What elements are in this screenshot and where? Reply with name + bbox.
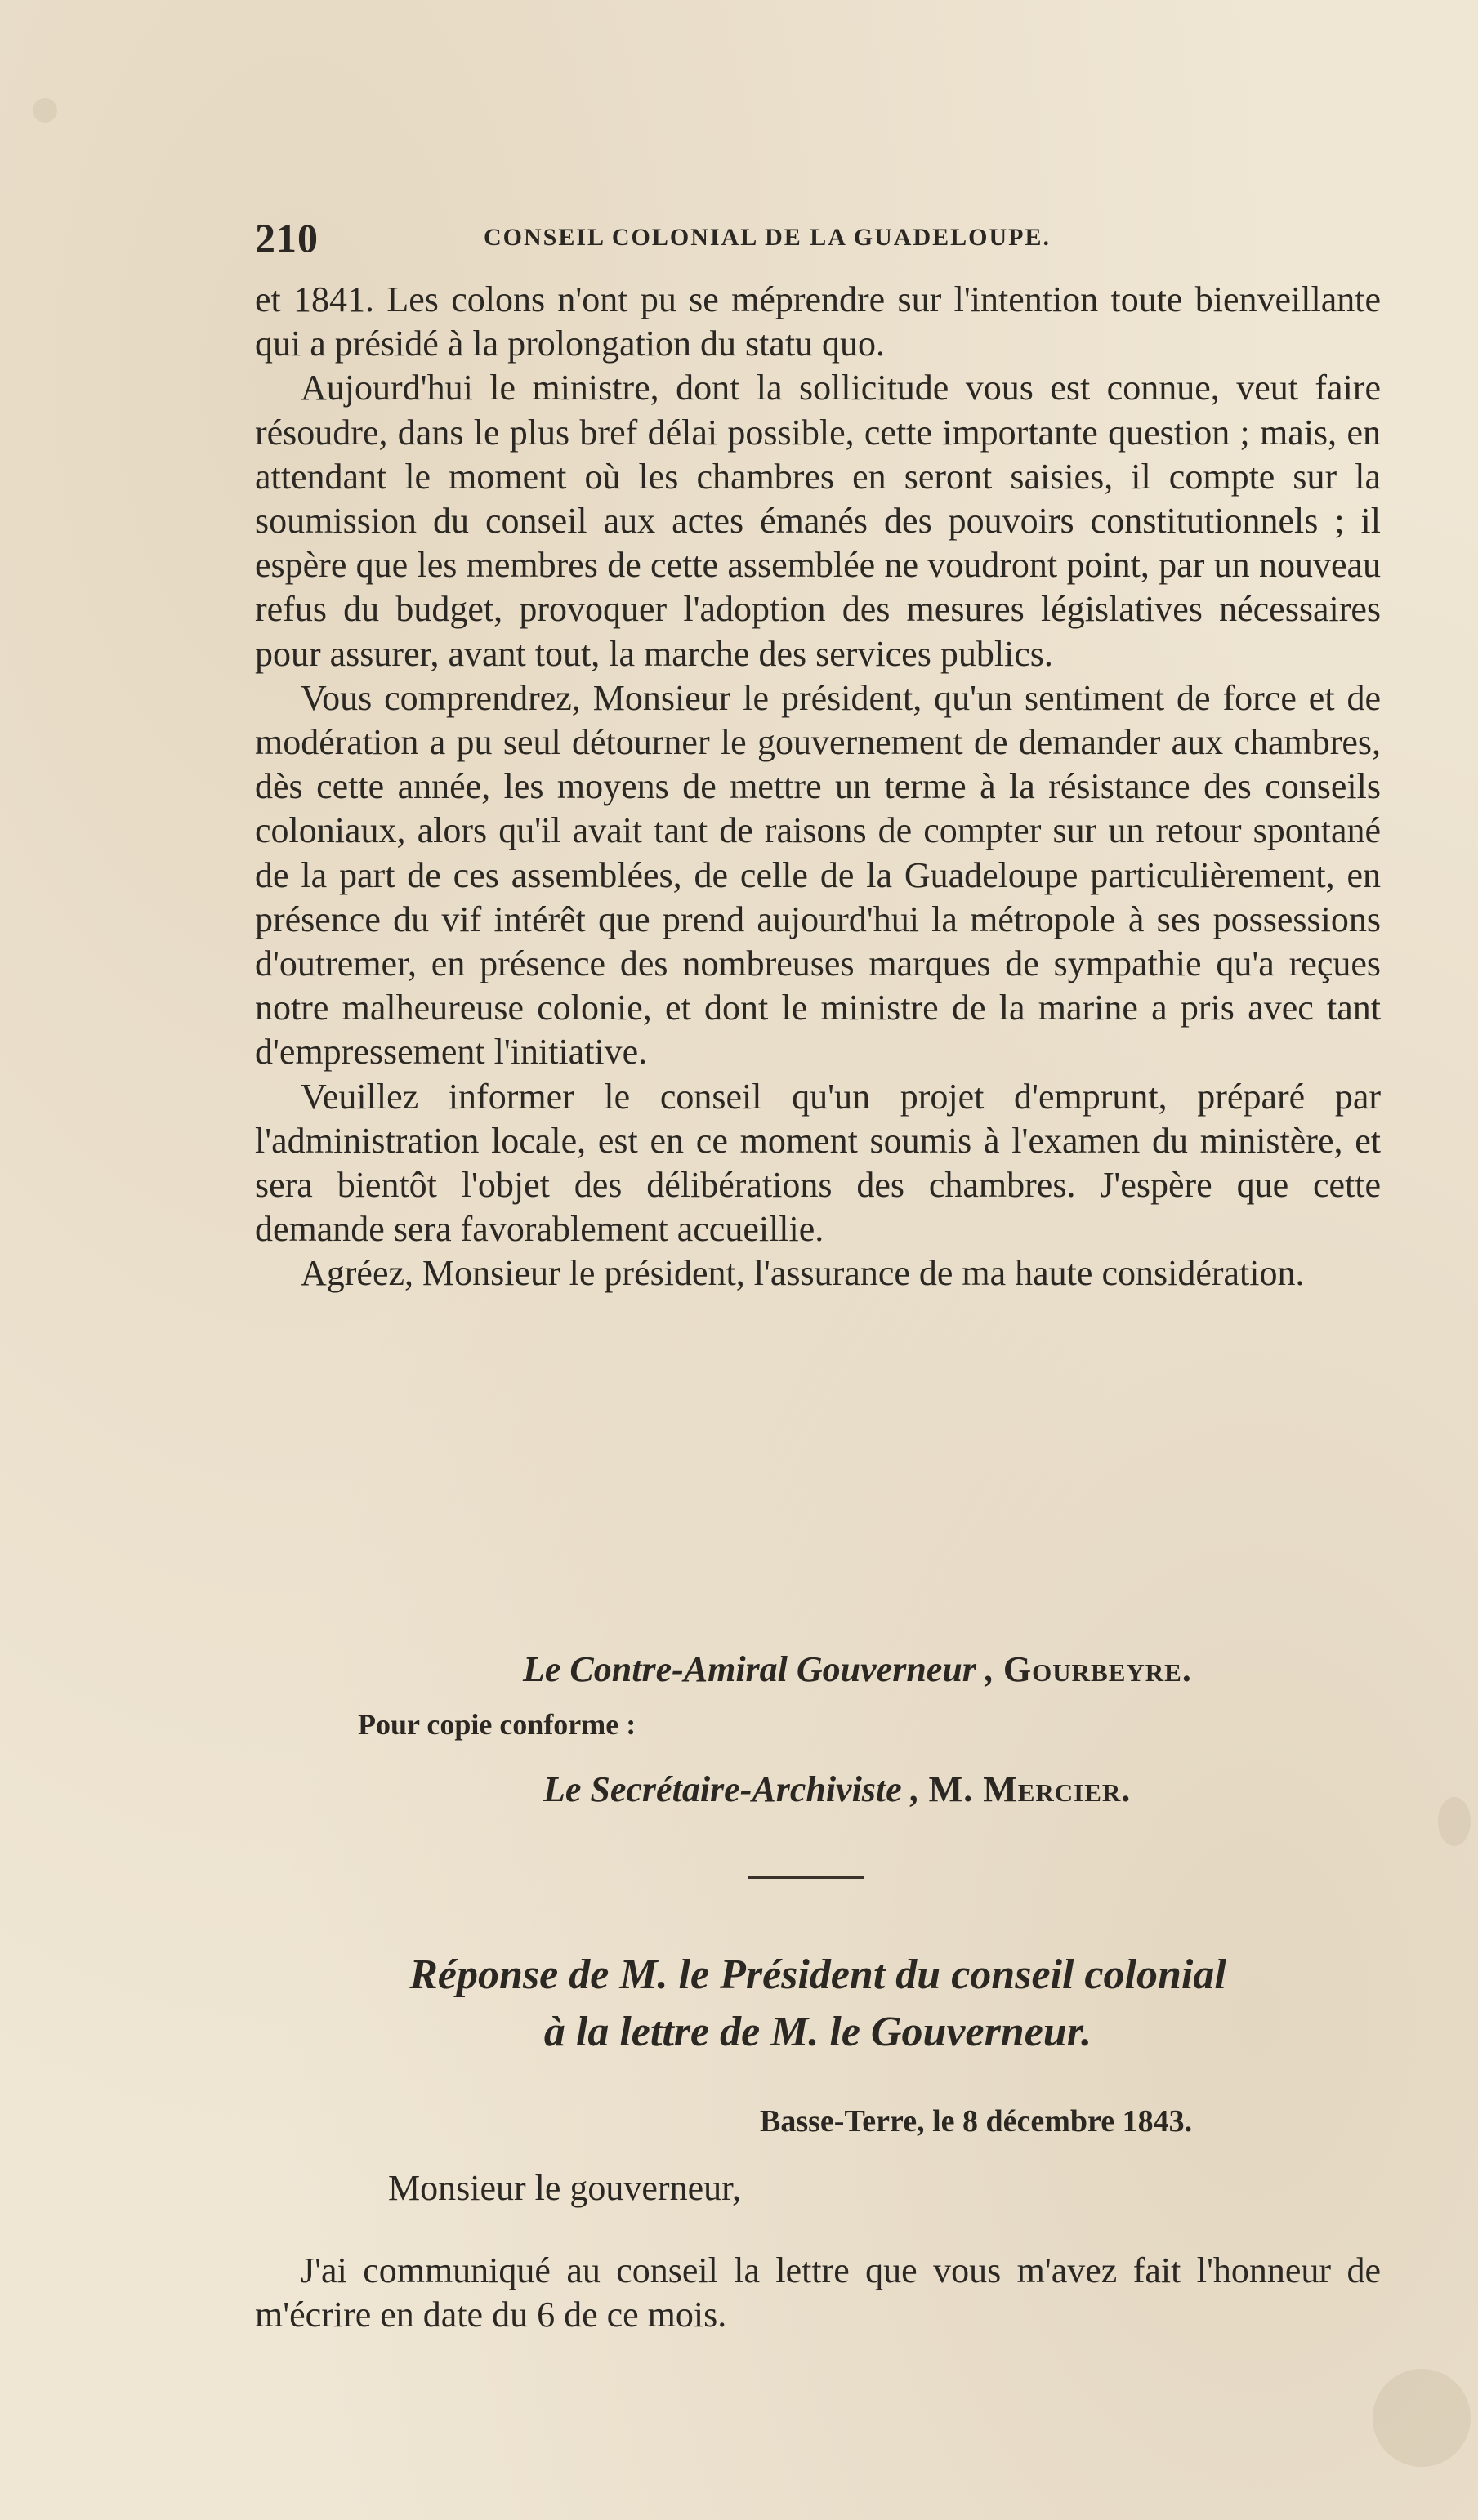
salutation: Monsieur le gouverneur, [388,2168,742,2208]
page-number: 210 [255,215,319,261]
paragraph: et 1841. Les colons n'ont pu se méprendre sur l'intention toute bienveillante qui a présidé à la prolongation du statu quo. [255,279,1381,364]
section-divider [748,1876,864,1879]
paper-stain [1438,1797,1471,1846]
page-header [255,214,1382,263]
paragraph: J'ai communiqué au conseil la lettre que vous m'avez fait l'honneur de m'écrire en date du 6 de ce mois. [255,2250,1381,2335]
signature-name: M. Mercier. [928,1769,1132,1809]
paragraph: Vous comprendrez, Monsieur le président, qu'un sentiment de force et de modération a pu seul détourner le gouvernement de demander aux chambres, dès cette année, les moyens de mettre un terme à la résistance des conseils coloniaux, alors qu'il avait tant de raisons de compter sur un retour spontané de la part de ces assemblées, de celle de la Guadeloupe particulièrement, en présence du vif intérêt que prend aujourd'hui la métropole à ses possessions d'outremer, en présence des nombreuses marques de sympathie qu'a reçues notre malheureuse colonie, et dont le ministre de la marine a pris avec tant d'empressement l'initiative. [255,677,1381,1073]
paragraph: Agréez, Monsieur le président, l'assurance de ma haute considération. [301,1253,1305,1294]
signature-name: Gourbeyre. [1002,1649,1192,1689]
letter-body [255,2249,1381,2337]
body-text [255,278,1381,1296]
dateline: Basse-Terre, le 8 décembre 1843. [760,2104,1193,2139]
copy-note: Pour copie conforme : [358,1708,636,1741]
signature-title: Le Contre-Amiral Gouverneur , [523,1649,994,1689]
section-title-line2: à la lettre de M. le Gouverneur. [543,2009,1092,2055]
section-title-line1: Réponse de M. le Président du conseil colonial [409,1951,1226,1998]
signature-title: Le Secrétaire-Archiviste , [543,1769,920,1809]
running-title: CONSEIL COLONIAL DE LA GUADELOUPE. [484,224,1051,251]
paragraph: Aujourd'hui le ministre, dont la sollicitude vous est connue, veut faire résoudre, dans le plus bref délai possible, cette importante question ; mais, en attendant le moment où les chambres en seront saisies, il compte sur la soumission du conseil aux actes émanés des pouvoirs constitutionnels ; il espère que les membres de cette assemblée ne voudront point, par un nouveau refus du budget, provoquer l'adoption des mesures législatives nécessaires pour assurer, avant tout, la marche des services publics. [255,368,1381,674]
signature-archivist [543,1768,1131,1810]
paragraph: Veuillez informer le conseil qu'un projet d'emprunt, préparé par l'administration locale, est en ce moment soumis à l'examen du ministère, et sera bientôt l'objet des délibérations des chambres. J'espère que cette demande sera favorablement accueillie. [255,1076,1381,1250]
paper-stain [33,98,57,123]
signature-governor [523,1648,1192,1690]
paper-stain [1373,2369,1471,2467]
